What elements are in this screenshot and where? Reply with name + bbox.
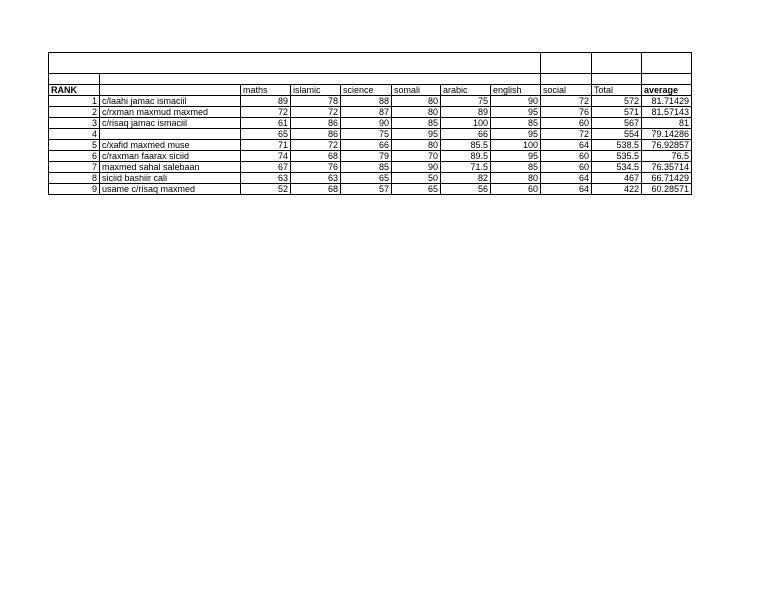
cell-maths[interactable]: 61 (241, 118, 291, 129)
header-total[interactable]: Total (592, 85, 642, 96)
cell-islamic[interactable]: 86 (291, 129, 341, 140)
cell-average[interactable]: 66.71429 (642, 173, 692, 184)
cell-rank[interactable]: 7 (49, 162, 100, 173)
cell-maths[interactable]: 63 (241, 173, 291, 184)
cell-islamic[interactable]: 63 (291, 173, 341, 184)
cell-average[interactable]: 79.14286 (642, 129, 692, 140)
table-row (49, 129, 692, 140)
header-english[interactable]: english (491, 85, 541, 96)
header-islamic[interactable]: islamic (291, 85, 341, 96)
cell-islamic[interactable]: 76 (291, 162, 341, 173)
cell-maths[interactable]: 74 (241, 151, 291, 162)
table-row (49, 162, 692, 173)
cell-social[interactable]: 64 (541, 173, 592, 184)
header-social[interactable]: social (541, 85, 592, 96)
cell-arabic[interactable]: 85.5 (441, 140, 491, 151)
cell-english[interactable]: 85 (491, 118, 541, 129)
cell-somali[interactable]: 65 (392, 184, 441, 195)
cell-arabic[interactable]: 66 (441, 129, 491, 140)
cell-social[interactable]: 72 (541, 129, 592, 140)
cell-science[interactable]: 88 (341, 96, 392, 107)
blank-row (49, 74, 692, 85)
cell-english[interactable]: 95 (491, 151, 541, 162)
cell-science[interactable]: 65 (341, 173, 392, 184)
cell-arabic[interactable]: 56 (441, 184, 491, 195)
cell-social[interactable]: 60 (541, 118, 592, 129)
cell-english[interactable]: 95 (491, 129, 541, 140)
score-table (48, 52, 692, 195)
header-name[interactable] (100, 85, 241, 96)
cell-total[interactable]: 571 (592, 107, 642, 118)
cell-somali[interactable]: 90 (392, 162, 441, 173)
cell-science[interactable]: 75 (341, 129, 392, 140)
cell-english[interactable]: 80 (491, 173, 541, 184)
empty-cell[interactable] (541, 53, 592, 74)
cell-total[interactable]: 572 (592, 96, 642, 107)
cell-somali[interactable]: 85 (392, 118, 441, 129)
cell-english[interactable]: 100 (491, 140, 541, 151)
header-average[interactable]: average (642, 85, 692, 96)
cell-social[interactable]: 60 (541, 151, 592, 162)
cell-arabic[interactable]: 82 (441, 173, 491, 184)
cell-total[interactable]: 554 (592, 129, 642, 140)
cell-islamic[interactable]: 86 (291, 118, 341, 129)
cell-name[interactable]: c/rxman maxmud maxmed (100, 107, 241, 118)
cell-maths[interactable]: 67 (241, 162, 291, 173)
header-rank[interactable]: RANK (49, 85, 100, 96)
cell-science[interactable]: 57 (341, 184, 392, 195)
table-row (49, 96, 692, 107)
cell-somali[interactable]: 70 (392, 151, 441, 162)
header-science[interactable]: science (341, 85, 392, 96)
cell-english[interactable]: 85 (491, 162, 541, 173)
empty-cell[interactable] (541, 74, 592, 85)
cell-rank[interactable]: 9 (49, 184, 100, 195)
cell-arabic[interactable]: 75 (441, 96, 491, 107)
cell-social[interactable]: 72 (541, 96, 592, 107)
cell-somali[interactable]: 80 (392, 96, 441, 107)
cell-social[interactable]: 60 (541, 162, 592, 173)
cell-rank[interactable]: 4 (49, 129, 100, 140)
empty-cell[interactable] (592, 74, 642, 85)
cell-islamic[interactable]: 68 (291, 151, 341, 162)
cell-somali[interactable]: 50 (392, 173, 441, 184)
header-arabic[interactable]: arabic (441, 85, 491, 96)
cell-english[interactable]: 60 (491, 184, 541, 195)
cell-maths[interactable]: 89 (241, 96, 291, 107)
empty-cell[interactable] (49, 74, 100, 85)
cell-science[interactable]: 87 (341, 107, 392, 118)
cell-islamic[interactable]: 72 (291, 107, 341, 118)
empty-cell[interactable] (642, 53, 692, 74)
cell-name[interactable]: siciid bashiir cali (100, 173, 241, 184)
cell-science[interactable]: 79 (341, 151, 392, 162)
cell-total[interactable]: 422 (592, 184, 642, 195)
table-body (49, 96, 692, 195)
cell-name[interactable]: c/laahi jamac ismaciil (100, 96, 241, 107)
cell-average[interactable]: 81.71429 (642, 96, 692, 107)
cell-rank[interactable]: 2 (49, 107, 100, 118)
cell-average[interactable]: 76.5 (642, 151, 692, 162)
empty-cell[interactable] (100, 74, 541, 85)
header-somali[interactable]: somali (392, 85, 441, 96)
cell-name[interactable]: c/raxman faarax siciid (100, 151, 241, 162)
cell-science[interactable]: 66 (341, 140, 392, 151)
cell-maths[interactable]: 52 (241, 184, 291, 195)
cell-name[interactable]: c/risaq jamac ismaciil (100, 118, 241, 129)
cell-average[interactable]: 76.92857 (642, 140, 692, 151)
cell-arabic[interactable]: 71.5 (441, 162, 491, 173)
cell-english[interactable]: 90 (491, 96, 541, 107)
cell-rank[interactable]: 5 (49, 140, 100, 151)
cell-total[interactable]: 567 (592, 118, 642, 129)
cell-maths[interactable]: 71 (241, 140, 291, 151)
cell-islamic[interactable]: 68 (291, 184, 341, 195)
header-maths[interactable]: maths (241, 85, 291, 96)
cell-islamic[interactable]: 72 (291, 140, 341, 151)
cell-average[interactable]: 76.35714 (642, 162, 692, 173)
cell-average[interactable]: 60.28571 (642, 184, 692, 195)
table-row (49, 151, 692, 162)
cell-maths[interactable]: 72 (241, 107, 291, 118)
cell-islamic[interactable]: 78 (291, 96, 341, 107)
empty-cell[interactable] (592, 53, 642, 74)
cell-total[interactable]: 535.5 (592, 151, 642, 162)
cell-english[interactable]: 95 (491, 107, 541, 118)
cell-average[interactable]: 81 (642, 118, 692, 129)
header-row (49, 85, 692, 96)
cell-arabic[interactable]: 100 (441, 118, 491, 129)
cell-maths[interactable]: 65 (241, 129, 291, 140)
cell-science[interactable]: 90 (341, 118, 392, 129)
cell-total[interactable]: 538.5 (592, 140, 642, 151)
cell-total[interactable]: 534.5 (592, 162, 642, 173)
table-row (49, 107, 692, 118)
cell-rank[interactable]: 8 (49, 173, 100, 184)
cell-average[interactable]: 81.57143 (642, 107, 692, 118)
cell-rank[interactable]: 6 (49, 151, 100, 162)
cell-social[interactable]: 64 (541, 140, 592, 151)
cell-science[interactable]: 85 (341, 162, 392, 173)
table-row (49, 184, 692, 195)
cell-name[interactable]: c/xafid maxmed muse (100, 140, 241, 151)
cell-arabic[interactable]: 89.5 (441, 151, 491, 162)
table-row (49, 118, 692, 129)
cell-social[interactable]: 76 (541, 107, 592, 118)
cell-somali[interactable]: 80 (392, 140, 441, 151)
cell-arabic[interactable]: 89 (441, 107, 491, 118)
cell-name[interactable] (100, 129, 241, 140)
cell-somali[interactable]: 80 (392, 107, 441, 118)
cell-rank[interactable]: 3 (49, 118, 100, 129)
empty-cell[interactable] (642, 74, 692, 85)
cell-total[interactable]: 467 (592, 173, 642, 184)
cell-somali[interactable]: 95 (392, 129, 441, 140)
title-cell[interactable] (49, 53, 541, 74)
cell-rank[interactable]: 1 (49, 96, 100, 107)
table-row (49, 140, 692, 151)
cell-name[interactable]: usame c/risaq maxmed (100, 184, 241, 195)
table-row (49, 173, 692, 184)
cell-social[interactable]: 64 (541, 184, 592, 195)
title-row (49, 53, 692, 74)
cell-name[interactable]: maxmed sahal salebaan (100, 162, 241, 173)
